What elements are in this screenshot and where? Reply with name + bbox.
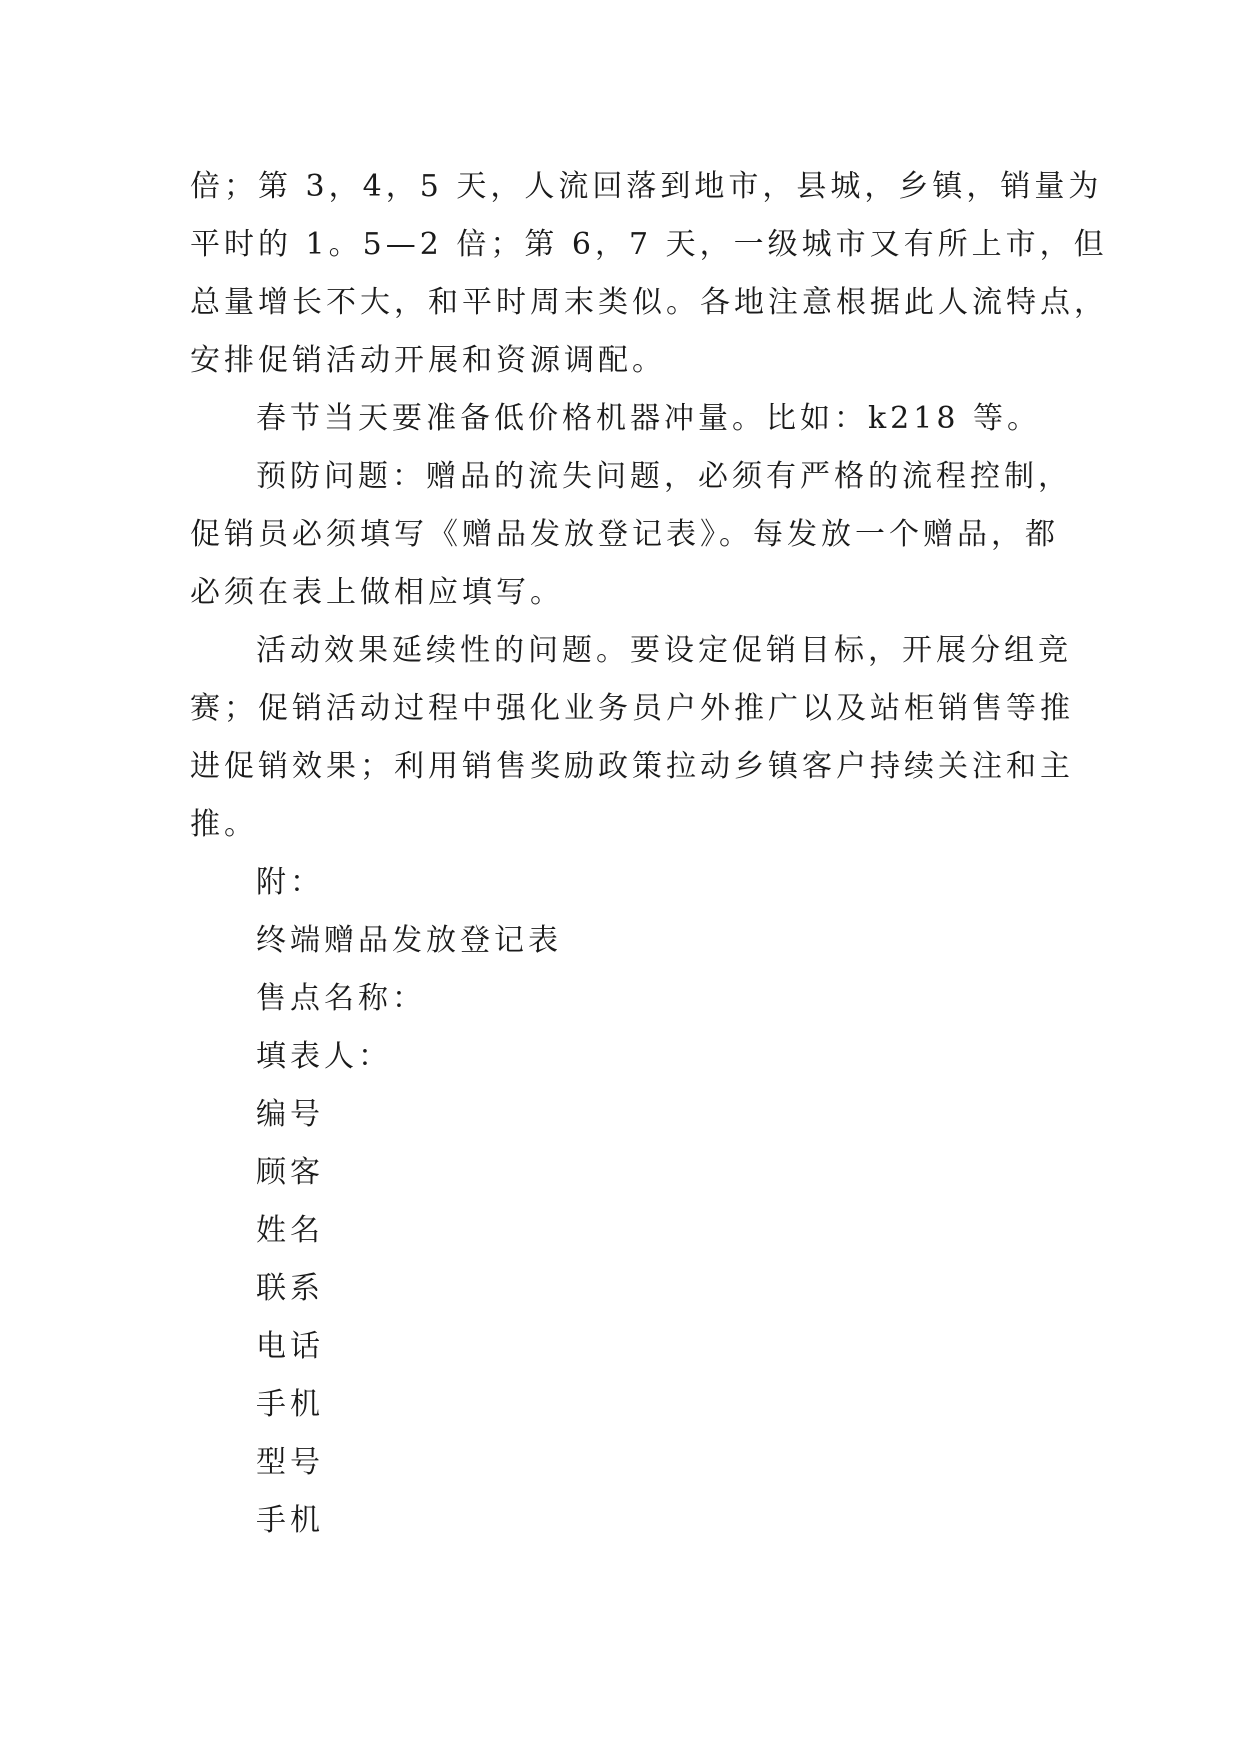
field-label-mobile: 手机 <box>256 1387 324 1422</box>
text-line: 倍；第 3，4，5 天，人流回落到地市，县城，乡镇，销量为 <box>190 169 1103 204</box>
field-label-contact: 联系 <box>256 1271 324 1306</box>
text-line: 总量增长不大，和平时周末类似。各地注意根据此人流特点， <box>190 285 1108 320</box>
paragraph-spring-festival <box>190 390 1050 448</box>
text-line: 安排促销活动开展和资源调配。 <box>190 343 666 378</box>
text-line: 促销员必须填写《赠品发放登记表》。每发放一个赠品，都 <box>190 517 1059 552</box>
paragraph-continuity <box>190 622 1074 854</box>
form-title: 终端赠品发放登记表 <box>256 923 562 958</box>
text-line: 春节当天要准备低价格机器冲量。比如：k218 等。 <box>256 401 1041 436</box>
attachment-label: 附： <box>256 865 324 900</box>
document-body <box>190 158 1108 1550</box>
filler-label: 填表人： <box>256 1039 392 1074</box>
field-label-number: 编号 <box>256 1097 324 1132</box>
field-label-name: 姓名 <box>256 1213 324 1248</box>
field-label-model: 型号 <box>256 1445 324 1480</box>
field-label-handset: 手机 <box>256 1503 324 1538</box>
field-label-phone: 电话 <box>256 1329 324 1364</box>
store-name-label: 售点名称： <box>256 981 426 1016</box>
text-line: 赛；促销活动过程中强化业务员户外推广以及站柜销售等推 <box>190 691 1074 726</box>
text-line: 平时的 1。5—2 倍；第 6，7 天，一级城市又有所上市，但 <box>190 227 1108 262</box>
text-line: 活动效果延续性的问题。要设定促销目标，开展分组竞 <box>256 633 1072 668</box>
text-line: 必须在表上做相应填写。 <box>190 575 564 610</box>
text-line: 推。 <box>190 807 258 842</box>
text-line: 预防问题：赠品的流失问题，必须有严格的流程控制， <box>256 459 1072 494</box>
field-label-customer: 顾客 <box>256 1155 324 1190</box>
paragraph-sales-pattern <box>190 158 1108 390</box>
paragraph-prevention <box>190 448 1072 622</box>
text-line: 进促销效果；利用销售奖励政策拉动乡镇客户持续关注和主 <box>190 749 1074 784</box>
